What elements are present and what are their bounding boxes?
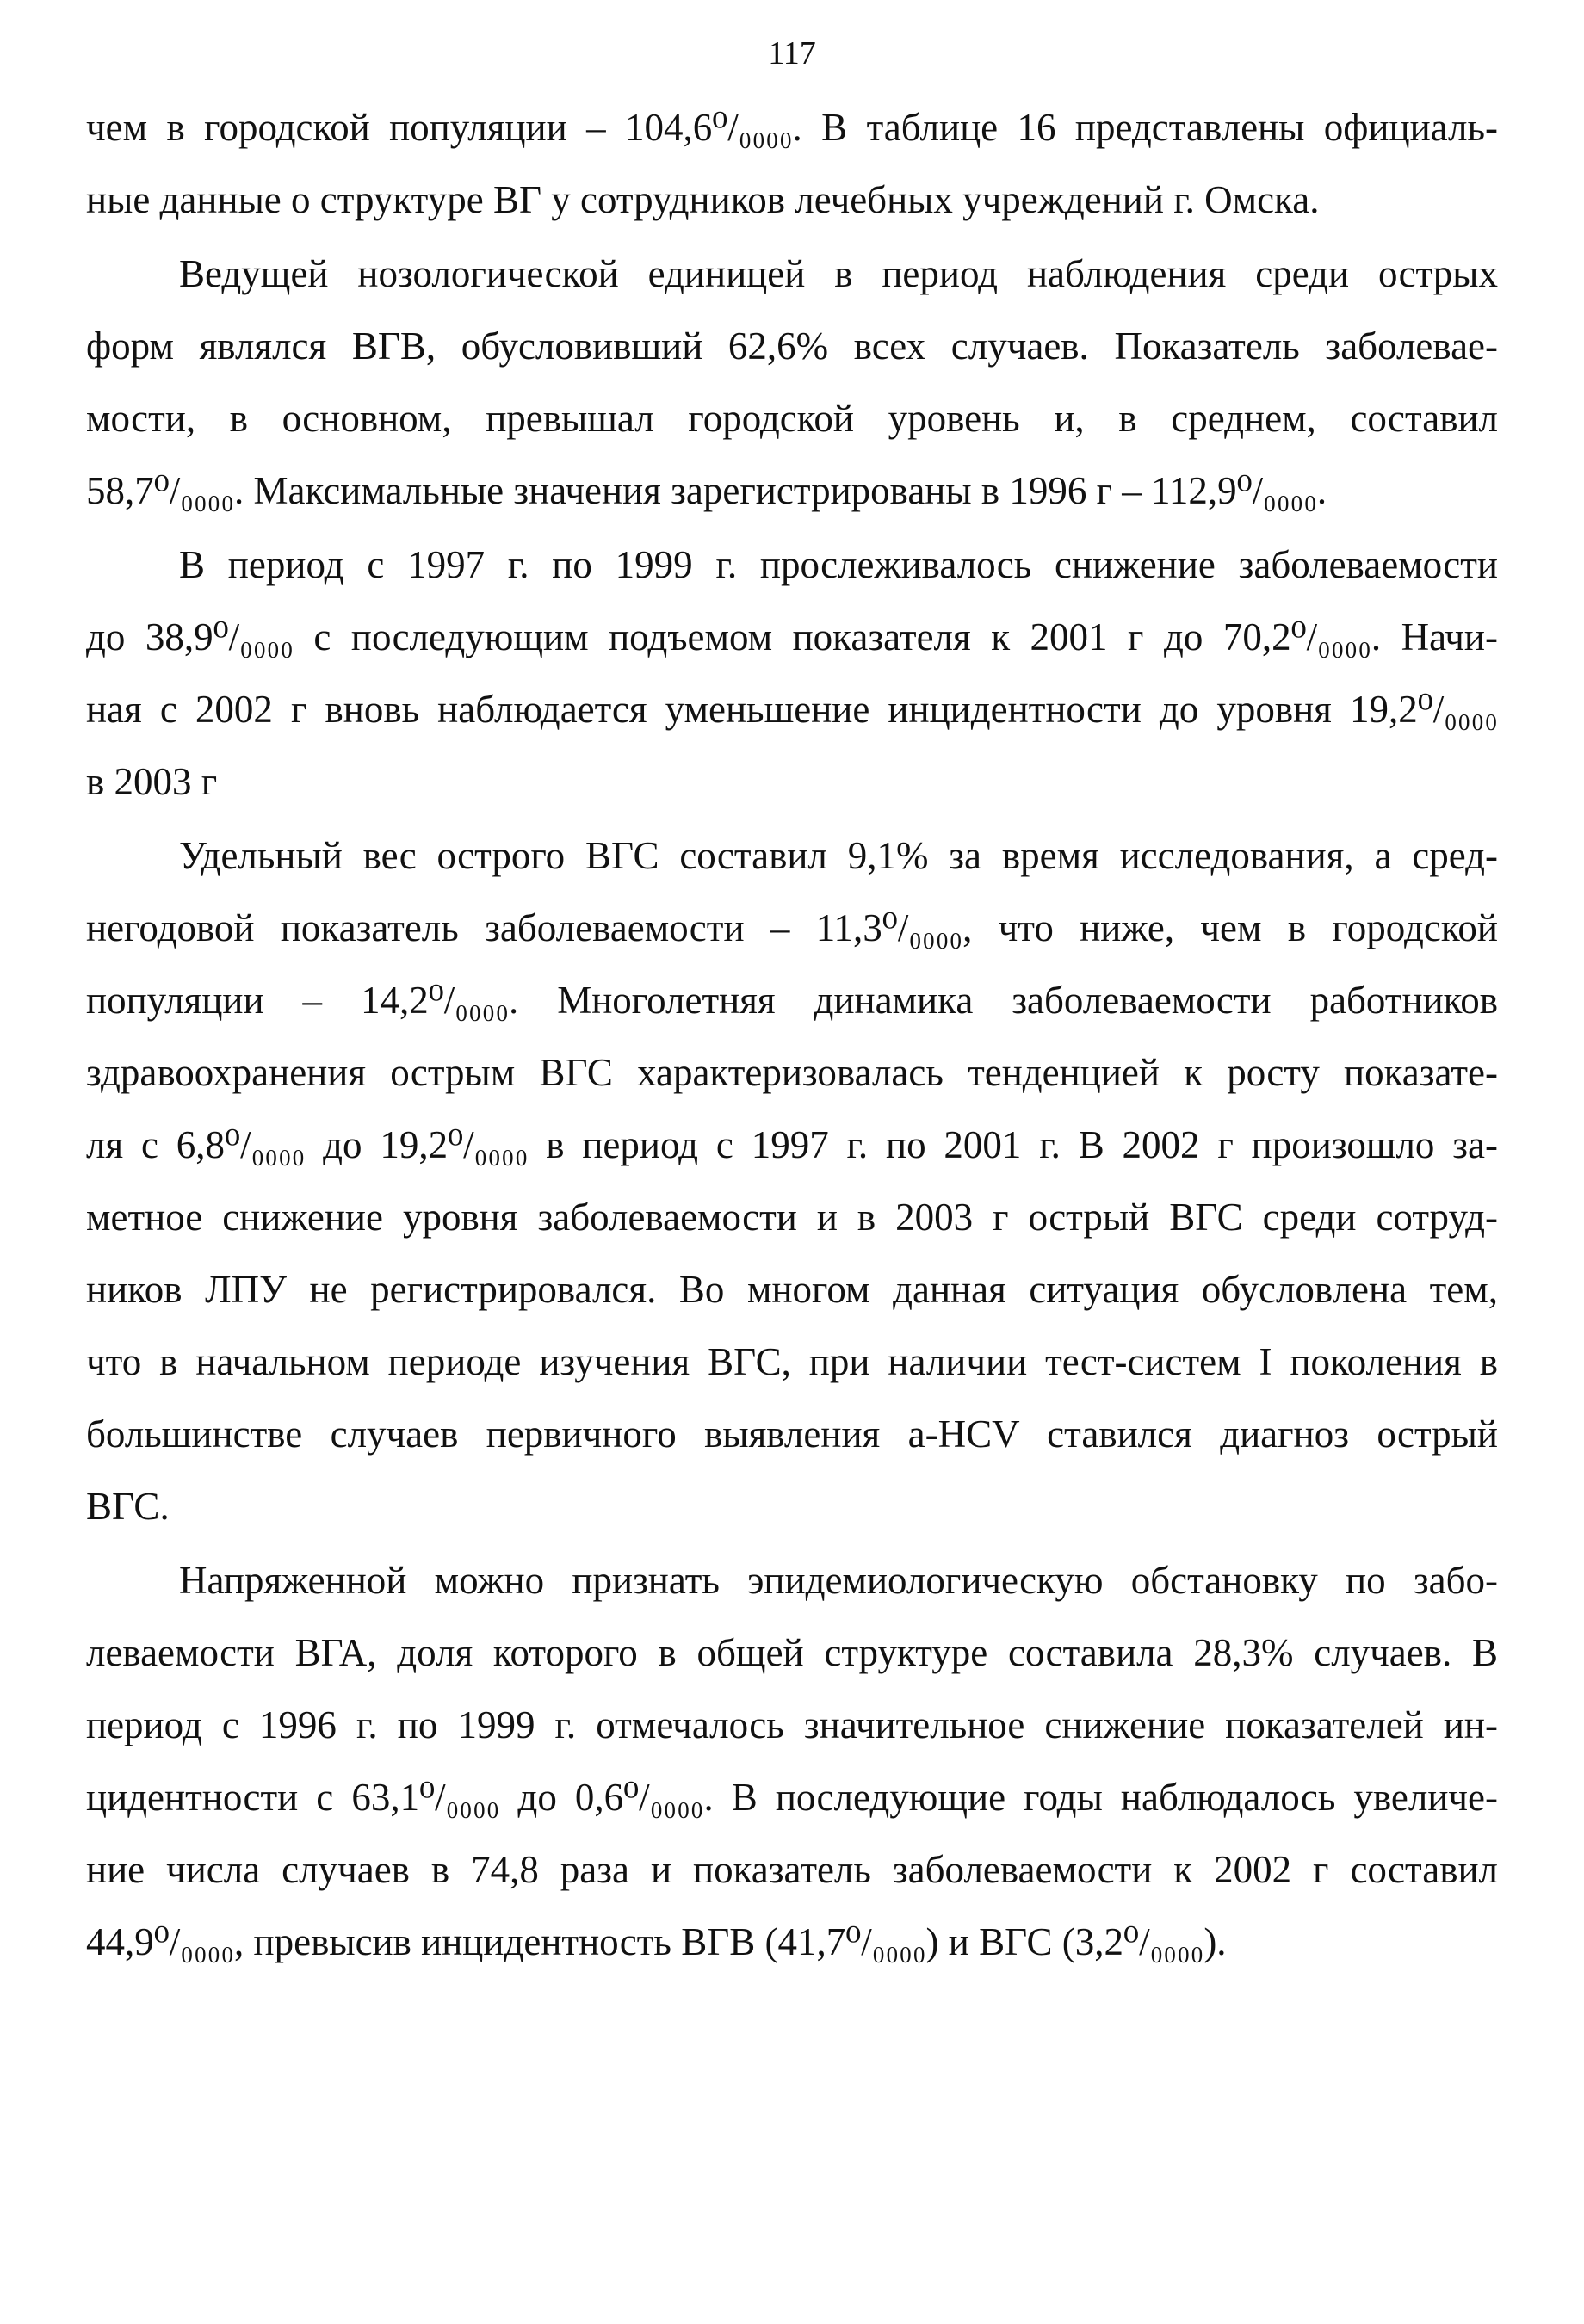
text-line: ля с 6,8⁰/₀₀₀₀ до 19,2⁰/₀₀₀₀ в период с 1997 г. по 2001 г. В 2002 г произошло за-	[86, 1123, 1498, 1166]
text-line: Напряженной можно признать эпидемиологическую обстановку по забо-	[179, 1559, 1498, 1602]
text-line: метное снижение уровня заболеваемости и в 2003 г острый ВГС среди сотруд-	[86, 1196, 1498, 1239]
text-line: 58,7⁰/₀₀₀₀. Максимальные значения зарегистрированы в 1996 г – 112,9⁰/₀₀₀₀.	[86, 469, 1327, 512]
text-line: период с 1996 г. по 1999 г. отмечалось значительное снижение показателей ин-	[86, 1703, 1498, 1746]
text-line: до 38,9⁰/₀₀₀₀ с последующим подъемом показателя к 2001 г до 70,2⁰/₀₀₀₀. Начи-	[86, 615, 1498, 658]
paragraph	[86, 1544, 1498, 1978]
text-line: Ведущей нозологической единицей в период наблюдения среди острых	[179, 252, 1498, 295]
text-line: что в начальном периоде изучения ВГС, при наличии тест-систем I поколения в	[86, 1340, 1498, 1383]
text-line: леваемости ВГА, доля которого в общей структуре составила 28,3% случаев. В	[86, 1631, 1498, 1674]
text-line: Удельный вес острого ВГС составил 9,1% за время исследования, а сред-	[179, 834, 1498, 877]
text-line: мости, в основном, превышал городской уровень и, в среднем, составил	[86, 397, 1498, 440]
text-line: ВГС.	[86, 1485, 170, 1528]
text-line: ная с 2002 г вновь наблюдается уменьшение инцидентности до уровня 19,2⁰/₀₀₀₀	[86, 688, 1498, 731]
body-text	[86, 91, 1498, 1980]
text-line: ные данные о структуре ВГ у сотрудников лечебных учреждений г. Омска.	[86, 178, 1320, 221]
paragraph	[86, 238, 1498, 527]
text-line: ние числа случаев в 74,8 раза и показатель заболеваемости к 2002 г составил	[86, 1848, 1498, 1891]
text-line: негодовой показатель заболеваемости – 11,3⁰/₀₀₀₀, что ниже, чем в городской	[86, 906, 1498, 949]
text-line: здравоохранения острым ВГС характеризовалась тенденцией к росту показате-	[86, 1051, 1498, 1094]
paragraph	[86, 528, 1498, 818]
page-number: 117	[768, 35, 816, 71]
text-line: популяции – 14,2⁰/₀₀₀₀. Многолетняя динамика заболеваемости работников	[86, 979, 1498, 1022]
text-line: большинстве случаев первичного выявления a-HCV ставился диагноз острый	[86, 1412, 1498, 1456]
text-line: В период с 1997 г. по 1999 г. прослеживалось снижение заболеваемости	[179, 543, 1498, 586]
text-line: чем в городской популяции – 104,6⁰/₀₀₀₀. В таблице 16 представлены официаль-	[86, 106, 1498, 149]
paragraph	[86, 91, 1498, 236]
paragraph	[86, 819, 1498, 1542]
text-line: 44,9⁰/₀₀₀₀, превысив инцидентность ВГВ (41,7⁰/₀₀₀₀) и ВГС (3,2⁰/₀₀₀₀).	[86, 1920, 1227, 1963]
text-line: цидентности с 63,1⁰/₀₀₀₀ до 0,6⁰/₀₀₀₀. В последующие годы наблюдалось увеличе-	[86, 1776, 1498, 1819]
text-line: в 2003 г	[86, 760, 218, 803]
text-line: ников ЛПУ не регистрировался. Во многом данная ситуация обусловлена тем,	[86, 1268, 1498, 1311]
text-line: форм являлся ВГВ, обусловивший 62,6% всех случаев. Показатель заболевае-	[86, 324, 1498, 368]
